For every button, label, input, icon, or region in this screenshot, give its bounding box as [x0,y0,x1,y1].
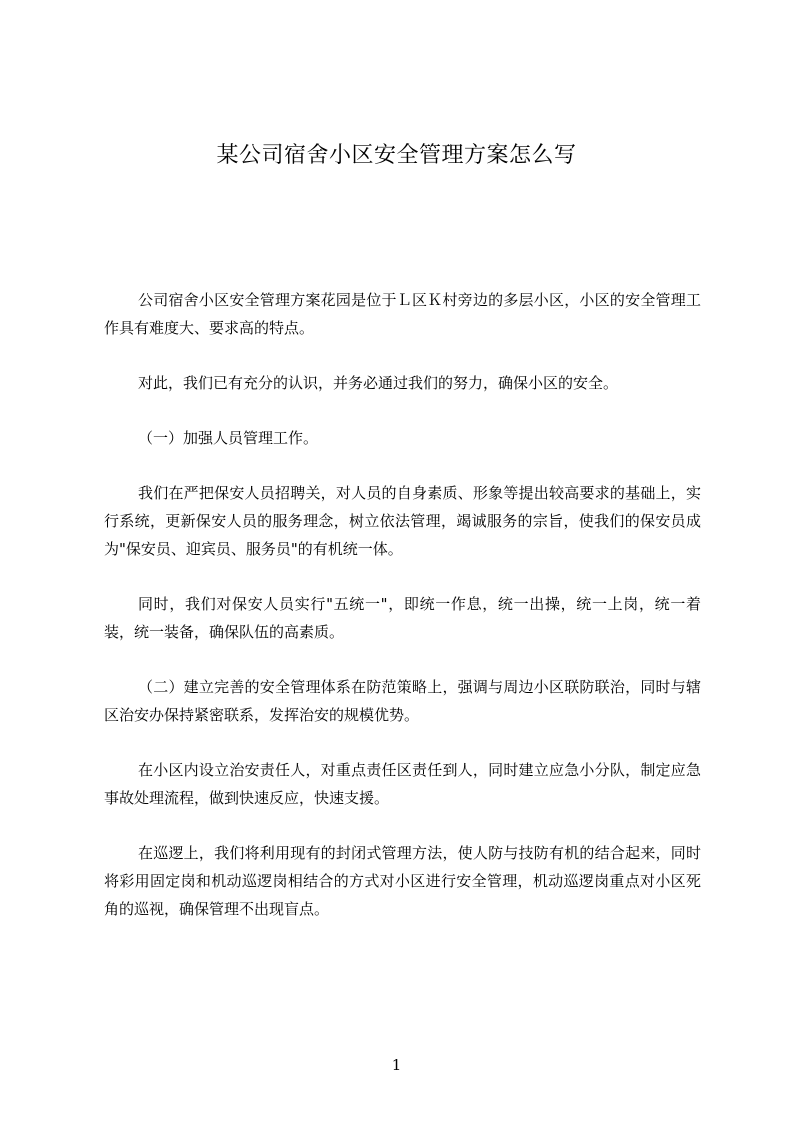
section-heading-personnel: （一）加强人员管理工作。 [138,429,319,447]
document-title: 某公司宿舍小区安全管理方案怎么写 [216,143,577,168]
paragraph-patrol: 在巡逻上，我们将利用现有的封闭式管理方法，使人防与技防有机的结合起来，同时将彩用固定岗和机动巡逻岗相结合的方式对小区进行安全管理，机动巡逻岗重点对小区死角的巡视，确保管理不出现盲点。 [104,844,701,918]
paragraph-intro: 公司宿舍小区安全管理方案花园是位于Ｌ区Ｋ村旁边的多层小区，小区的安全管理工作具有难度大、要求高的特点。 [104,291,701,337]
paragraph-five-unifications: 同时，我们对保安人员实行"五统一"，即统一作息，统一出操，统一上岗，统一着装，统一装备，确保队伍的高素质。 [104,595,701,641]
paragraph-recruitment: 我们在严把保安人员招聘关，对人员的自身素质、形象等提出较高要求的基础上，实行系统，更新保安人员的服务理念，树立依法管理，竭诚服务的宗旨，使我们的保安员成为"保安员、迎宾员、服务员"的有机统一体。 [104,484,701,558]
page-number: 1 [391,1056,402,1074]
paragraph-commitment: 对此，我们已有充分的认识，并务必通过我们的努力，确保小区的安全。 [138,374,619,392]
document-body [104,286,701,950]
paragraph-responsibility: 在小区内设立治安责任人，对重点责任区责任到人，同时建立应急小分队，制定应急事故处理流程，做到快速反应，快速支援。 [104,761,701,807]
paragraph-security-system: （二）建立完善的安全管理体系在防范策略上，强调与周边小区联防联治，同时与辖区治安办保持紧密联系，发挥治安的规模优势。 [104,678,701,724]
